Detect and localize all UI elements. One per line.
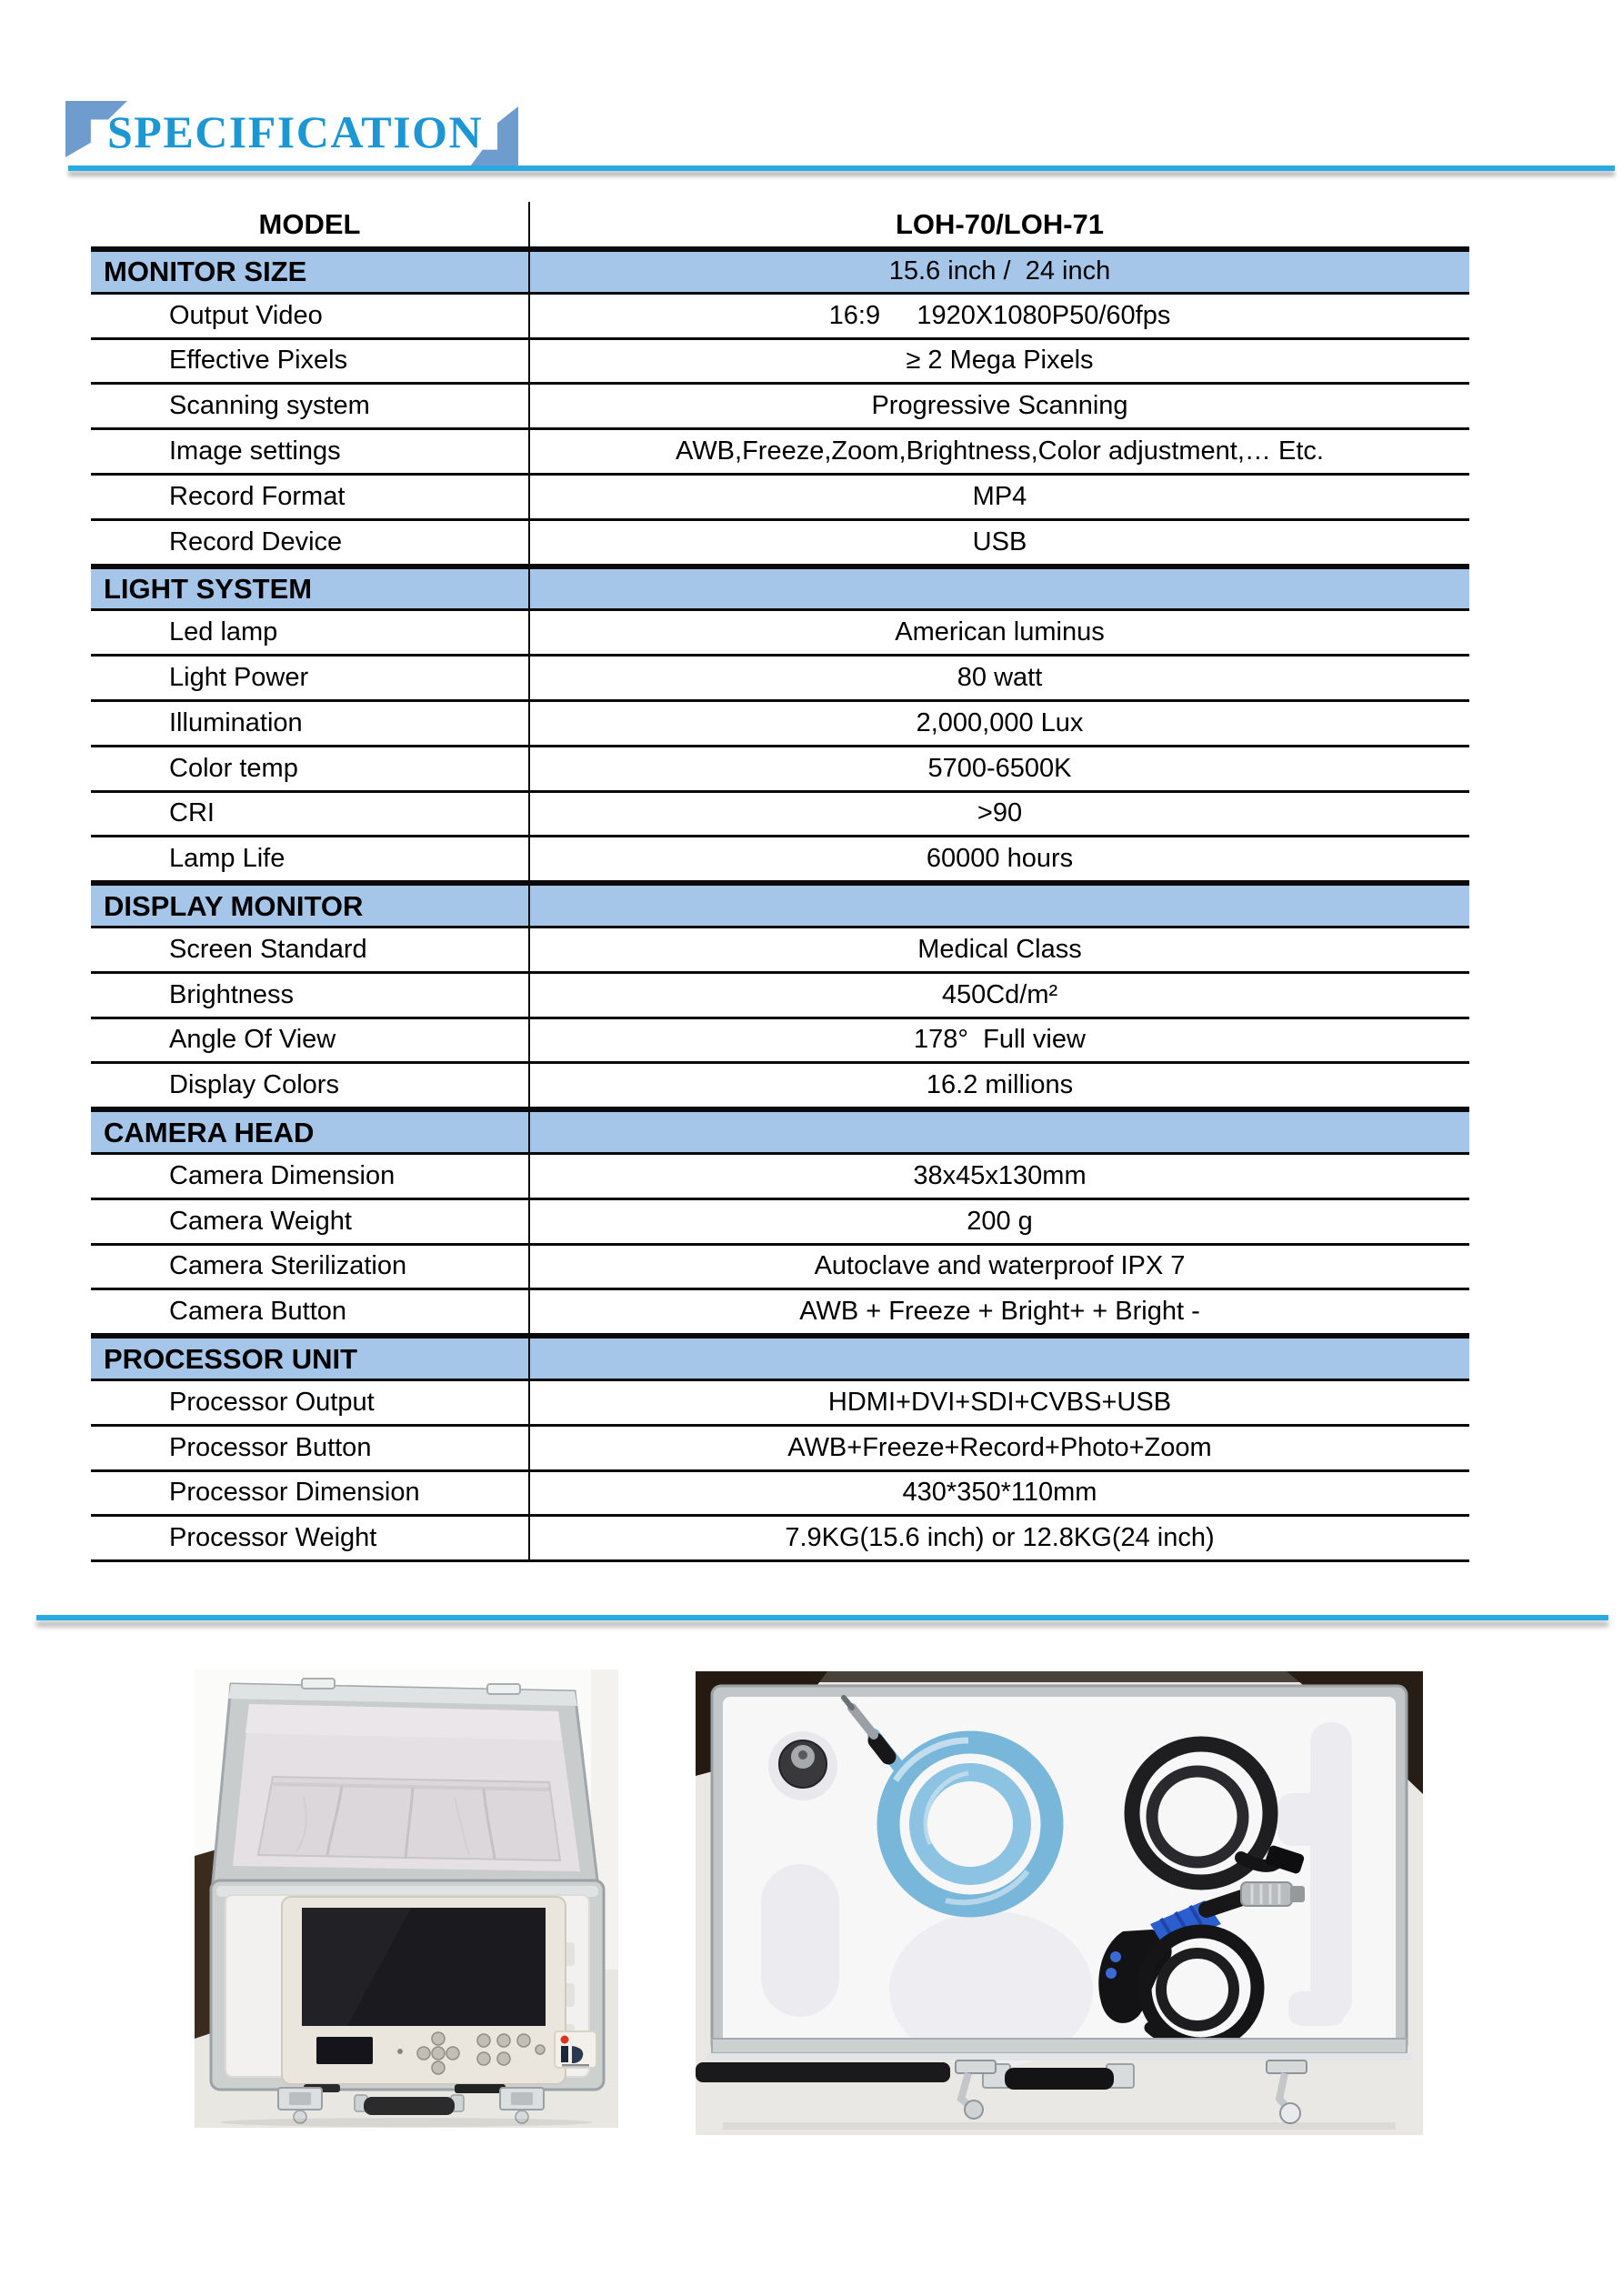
spec-label: Screen Standard	[91, 928, 530, 971]
spec-value	[530, 1112, 1469, 1152]
spec-label: LIGHT SYSTEM	[91, 569, 530, 609]
spec-label: Display Colors	[91, 1064, 530, 1107]
spec-label: Color temp	[91, 747, 530, 790]
spec-row-cri	[91, 793, 1469, 838]
spec-row-processor-button	[91, 1427, 1469, 1472]
monitor-case-illustration	[195, 1669, 618, 2128]
spec-row-display-monitor	[91, 883, 1469, 928]
spec-row-processor-unit	[91, 1336, 1469, 1381]
spec-label: PROCESSOR UNIT	[91, 1338, 530, 1379]
spec-row-lamp-life	[91, 837, 1469, 883]
spec-label: Brightness	[91, 974, 530, 1017]
spec-value: Medical Class	[917, 934, 1082, 964]
spec-value: 16:9 1920X1080P50/60fps	[828, 300, 1171, 330]
spec-row-camera-sterilization	[91, 1246, 1469, 1291]
spec-label: Illumination	[91, 702, 530, 745]
spec-row-monitor-size	[91, 249, 1469, 295]
spec-value: 7.9KG(15.6 inch) or 12.8KG(24 inch)	[785, 1523, 1215, 1553]
spec-table-body	[91, 249, 1469, 1562]
page-title: SPECIFICATION	[107, 106, 484, 157]
spec-row-color-temp	[91, 747, 1469, 793]
spec-value: Progressive Scanning	[871, 391, 1128, 421]
spec-label: Light Power	[91, 657, 530, 699]
spec-label: Processor Button	[91, 1427, 530, 1469]
spec-table	[91, 202, 1469, 1562]
spec-row-display-colors	[91, 1064, 1469, 1109]
spec-row-record-format	[91, 476, 1469, 521]
spec-row-brightness	[91, 974, 1469, 1019]
spec-value: 15.6 inch / 24 inch	[888, 256, 1111, 286]
spec-row-processor-output	[91, 1381, 1469, 1427]
spec-row-camera-button	[91, 1290, 1469, 1336]
photo-accessories-case	[696, 1671, 1423, 2135]
spec-value: USB	[972, 526, 1027, 556]
spec-label: Camera Weight	[91, 1200, 530, 1243]
monitor	[282, 1897, 596, 2084]
spec-row-led-lamp	[91, 611, 1469, 657]
spec-value	[530, 1338, 1469, 1379]
spec-row-scanning-system	[91, 385, 1469, 430]
photo-monitor-case	[195, 1669, 618, 2128]
column-header-model: MODEL	[91, 202, 530, 246]
lid-pockets	[258, 1777, 560, 1860]
spec-row-light-power	[91, 657, 1469, 702]
spec-row-output-video	[91, 295, 1469, 340]
spec-label: Record Device	[91, 521, 530, 564]
column-header-model-number: LOH-70/LOH-71	[895, 208, 1105, 240]
spec-row-image-settings	[91, 430, 1469, 476]
logo-badge	[555, 2031, 596, 2068]
spec-value	[530, 886, 1469, 926]
spec-label: DISPLAY MONITOR	[91, 886, 530, 926]
spec-label: Led lamp	[91, 611, 530, 654]
title-underline	[68, 165, 1615, 171]
spec-row-processor-dimension	[91, 1472, 1469, 1518]
power-led	[561, 2036, 569, 2044]
spec-value: AWB,Freeze,Zoom,Brightness,Color adjustment,… Etc.	[676, 436, 1324, 466]
spec-value: 16.2 millions	[926, 1070, 1074, 1100]
spec-label: Effective Pixels	[91, 340, 530, 383]
spec-label: Camera Sterilization	[91, 1246, 530, 1288]
spec-row-angle-of-view	[91, 1019, 1469, 1065]
accessories-case-illustration	[696, 1671, 1423, 2135]
spec-row-effective-pixels	[91, 340, 1469, 386]
spec-label: Scanning system	[91, 385, 530, 427]
spec-label: Lamp Life	[91, 837, 530, 880]
spec-row-illumination	[91, 702, 1469, 747]
spec-value: MP4	[972, 481, 1027, 511]
spec-value: 200 g	[967, 1206, 1033, 1236]
spec-label: CRI	[91, 793, 530, 836]
spec-value: American luminus	[895, 617, 1105, 647]
spec-value: Autoclave and waterproof IPX 7	[814, 1251, 1186, 1281]
spec-table-header-row	[91, 202, 1469, 249]
spec-label: Camera Button	[91, 1290, 530, 1333]
spec-row-light-system	[91, 566, 1469, 612]
case-handle	[364, 2097, 455, 2115]
spec-value: ≥ 2 Mega Pixels	[906, 346, 1094, 376]
spec-value	[530, 569, 1469, 609]
spec-value: 450Cd/m²	[941, 979, 1058, 1009]
spec-value: 80 watt	[957, 663, 1043, 693]
spec-label: Processor Dimension	[91, 1472, 530, 1515]
case-lid	[213, 1679, 598, 1888]
spec-value: 5700-6500K	[927, 753, 1072, 783]
spec-row-record-device	[91, 521, 1469, 566]
spec-row-screen-standard	[91, 928, 1469, 974]
spec-label: Angle Of View	[91, 1019, 530, 1062]
spec-row-camera-dimension	[91, 1155, 1469, 1200]
spec-value: 178° Full view	[914, 1025, 1086, 1055]
spec-label: MONITOR SIZE	[91, 252, 530, 292]
spec-value: 2,000,000 Lux	[916, 707, 1084, 737]
case-base	[211, 1880, 604, 2093]
section-divider	[36, 1615, 1608, 1620]
case-handle	[1005, 2068, 1114, 2090]
spec-row-processor-weight	[91, 1517, 1469, 1562]
spec-label: Processor Output	[91, 1381, 530, 1424]
spec-value: HDMI+DVI+SDI+CVBS+USB	[827, 1387, 1172, 1417]
spec-row-camera-weight	[91, 1200, 1469, 1246]
spec-label: Camera Dimension	[91, 1155, 530, 1198]
spec-label: Output Video	[91, 295, 530, 337]
spec-label: Image settings	[91, 430, 530, 473]
spec-label: Processor Weight	[91, 1517, 530, 1559]
spec-value: 38x45x130mm	[913, 1160, 1087, 1190]
side-handle	[696, 2062, 950, 2082]
spec-value: 430*350*110mm	[902, 1478, 1097, 1508]
spec-value: AWB + Freeze + Bright+ + Bright -	[799, 1297, 1200, 1327]
spec-value: AWB+Freeze+Record+Photo+Zoom	[787, 1432, 1212, 1462]
coupler-adapter	[779, 1740, 827, 1788]
spec-row-camera-head	[91, 1109, 1469, 1155]
spec-label: CAMERA HEAD	[91, 1112, 530, 1152]
spec-label: Record Format	[91, 476, 530, 518]
spec-value: >90	[977, 798, 1023, 828]
spec-value: 60000 hours	[926, 844, 1074, 874]
